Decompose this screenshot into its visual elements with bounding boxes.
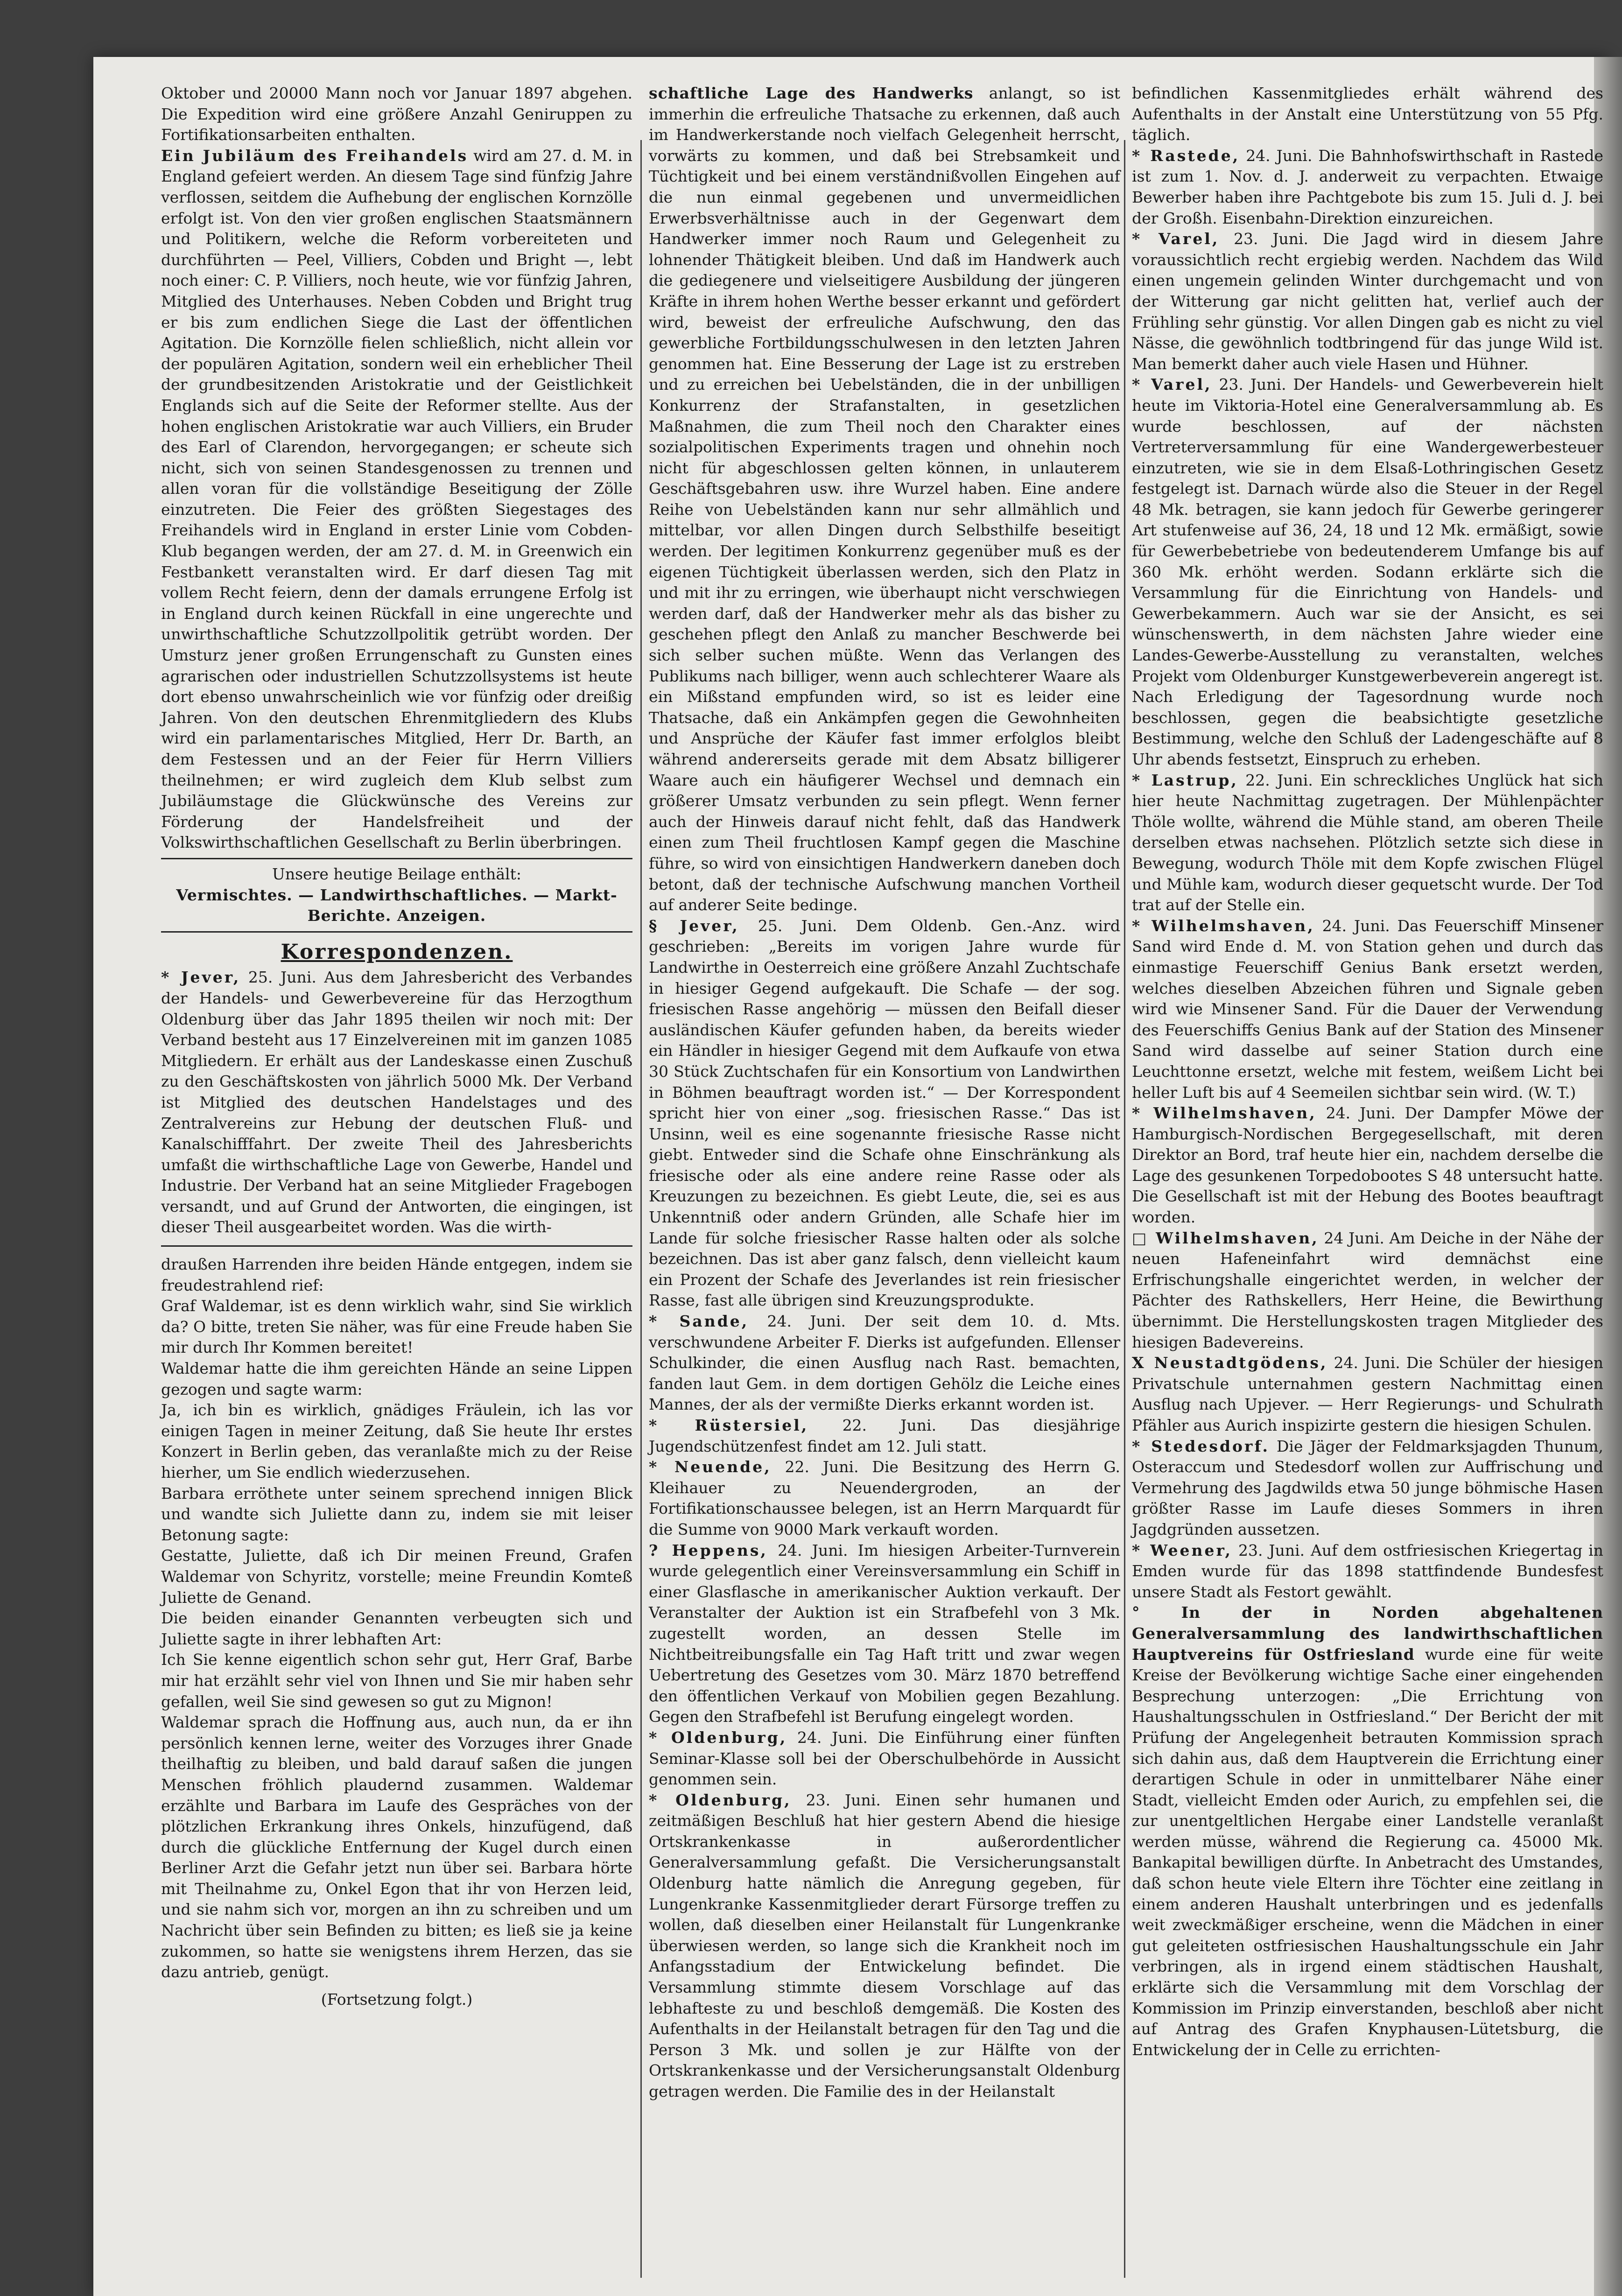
- dateline: * Weener,: [1132, 1541, 1233, 1559]
- paragraph: Oktober und 20000 Mann noch vor Januar 1897 abgehen. Die Expedition wird eine größere Anzahl Geniruppen zu Fortifikationsarbeiten enthalten.: [161, 84, 632, 144]
- continuation-note: (Fortsetzung folgt.): [321, 1990, 473, 2008]
- article: [1132, 374, 1603, 770]
- dateline: * Sande,: [649, 1312, 749, 1331]
- article: [649, 1540, 1120, 1727]
- article: [1132, 1540, 1603, 1603]
- article: [1132, 1436, 1603, 1540]
- article-text: 24. Juni. Die Einführung einer fünften Seminar-Klasse soll bei der Oberschulbehörde in Aussicht genommen sein.: [649, 1728, 1120, 1789]
- dateline: * Lastrup,: [1132, 771, 1238, 789]
- dateline: □ Wilhelmshaven,: [1132, 1229, 1319, 1247]
- article: [1132, 1103, 1603, 1228]
- novel-paragraph: Graf Waldemar, ist es denn wirklich wahr, sind Sie wirklich da? O bitte, treten Sie näher, was für eine Freude haben Sie mir durch Ihr Kommen bereitet!: [161, 1297, 632, 1357]
- article: [649, 1790, 1120, 2102]
- dateline: * Oldenburg,: [649, 1728, 787, 1747]
- novel-paragraph: draußen Harrenden ihre beiden Hände entgegen, indem sie freudestrahlend rief:: [161, 1255, 632, 1294]
- dateline: * Wilhelmshaven,: [1132, 916, 1315, 935]
- article-continued: befindlichen Kassenmitgliedes erhält während des Aufenthalts in der Anstalt eine Unterstützung von 55 Pfg. täglich.: [1132, 84, 1603, 144]
- article-text: wird am 27. d. M. in England gefeiert werden. An diesem Tage sind fünfzig Jahre verflossen, seitdem die Aufhebung der englischen Kornzölle erfolgt ist. Von den vier großen englischen Staatsmännern und Politikern, welche die Reform vorbereiteten und durchführten — Peel, Villiers, Cobden und Bright —, lebt noch einer: C. P. Villiers, noch heute, wie vor fünfzig Jahren, Mitglied des Unterhauses. Neben Cobden und Bright trug er bis zum endlichen Siege die Last der öffentlichen Agitation. Die Kornzölle fielen schließlich, nicht allein vor der populären Agitation, sondern weil ein erheblicher Theil der grundbesitzenden Aristokratie und der Geistlichkeit Englands sich auf die Seite der Reformer stellte. Aus der hohen englischen Aristokratie war auch Villiers, ein Bruder des Earl of Clarendon, hervorgegangen; er scheute sich nicht, sich von seinen Standesgenossen zu trennen und allen voran für die vollständige Beseitigung der Zölle einzutreten. Die Feier des größten Siegestages des Freihandels wird in England in erster Linie vom Cobden-Klub begangen werden, der am 27. d. M. in Greenwich ein Festbankett veranstalten wird. Er darf diesen Tag mit vollem Recht feiern, denn der damals errungene Erfolg ist in England durch keinen Rückfall in eine ungerechte und unwirthschaftliche Schutzzollpolitik getrübt worden. Der Umsturz jener großen Errungenschaft zu Gunsten eines agrarischen oder industriellen Schutzzollsystems ist heute dort ebenso unwahrscheinlich wie vor fünfzig oder dreißig Jahren. Von den deutschen Ehrenmitgliedern des Klubs wird ein parlamentarisches Mitglied, Herr Dr. Barth, an dem Festessen und an der Feier für Herrn Villiers theilnehmen; er wird zugleich dem Klub selbst zum Jubiläumstage die Glückwünsche des Vereins zur Förderung der Handelsfreiheit und der Volkswirthschaftlichen Gesellschaft zu Berlin überbringen.: [161, 146, 632, 852]
- novel-paragraph: Waldemar sprach die Hoffnung aus, auch nun, da er ihn persönlich kennen lerne, weiter des Vorzuges ihrer Gnade theilhaftig zu bleiben, und bald darauf saßen die jungen Menschen fröhlich plaudernd zusammen. Waldemar erzählte und Barbara im Laufe des Gespräches von der plötzlichen Erkrankung ihres Onkels, hinzufügend, daß durch die glückliche Entfernung der Kugel durch einen Berliner Arzt die Gefahr jetzt nun über sei. Barbara hörte mit Theilnahme zu, Onkel Egon that ihr von Herzen leid, und sie nahm sich vor, morgen an ihn zu schreiben und um Nachricht über sein Befinden zu bitten; es ließ sie ja keine zukommen, so hatte sie wenigstens ihrem Herzen, das sie dazu antrieb, genügt.: [161, 1713, 632, 1981]
- novel-paragraph: Barbara erröthete unter seinem sprechend innigen Blick und wandte sich Juliette dann zu, indem sie mit leiser Betonung sagte:: [161, 1484, 632, 1544]
- article: [1132, 770, 1603, 916]
- article-text: 22. Juni. Ein schreckliches Unglück hat sich hier heute Nachmittag zugetragen. Der Mühlenpächter Thöle wollte, während die Mühle stand, am oberen Theile derselben etwas nachsehen. Plötzlich setzte sich diese in Bewegung, wodurch Thöle mit dem Kopfe zwischen Flügel und Mühle kam, wodurch dieser gequetscht wurde. Der Tod trat auf der Stelle ein.: [1132, 771, 1603, 914]
- article: [649, 1727, 1120, 1790]
- dateline: * Rastede,: [1132, 146, 1240, 165]
- emphasis: schaftliche Lage des Handwerks: [649, 84, 974, 102]
- column-rule: [1124, 140, 1125, 2278]
- article-text: 24. Juni. Die Schüler der hiesigen Privatschule unternahmen gestern Nachmittag einen Ausflug nach Upjever. — Herr Regierungs- und Schulrath Pfähler aus Aurich inspizirte gestern die hiesigen Schulen.: [1132, 1354, 1603, 1434]
- article-text: 24. Juni. Der seit dem 10. d. Mts. verschwundene Arbeiter F. Dierks ist aufgefunden. Ellenser Schulkinder, die einen Ausflug nach Rast. bemachten, fanden laut Gem. in dem dortigen Gehölz die Leiche eines Mannes, der als der vermißte Dierks erkannt worden ist.: [649, 1312, 1121, 1414]
- article-text: 23. Juni. Der Handels- und Gewerbeverein hielt heute im Viktoria-Hotel eine Generalversammlung ab. Es wurde beschlossen, auf der nächsten Vertreterversammlung für eine Wandergewerbesteuer einzutreten, wie sie in dem Elsaß-Lothringischen Gesetz festgelegt ist. Darnach würde also die Steuer in der Regel 48 Mk. betragen, sie kann jedoch für Gewerbe geringerer Art stufenweise auf 36, 24, 18 und 12 Mk. ermäßigt, sowie für Gewerbebetriebe von bedeutenderem Umfange bis auf 360 Mk. erhöht werden. Sodann erklärte sich die Versammlung für die Einrichtung von Handels- und Gewerbekammern. Auch war sie der Ansicht, es sei wünschenswerth, in dem nächsten Jahre wieder eine Landes-Gewerbe-Ausstellung zu veranstalten, welches Projekt vom Oldenburger Kunstgewerbeverein angeregt ist. Nach Erledigung der Tagesordnung wurde noch beschlossen, gegen die beabsichtigte gesetzliche Bestimmung, welche den Schluß der Ladengeschäfte auf 8 Uhr abends festsetzt, Einspruch zu erheben.: [1132, 375, 1603, 768]
- article-text: 24. Juni. Der Dampfer Möwe der Hamburgisch-Nordischen Bergegesellschaft, mit deren Direktor an Bord, traf heute hier ein, nachdem derselbe die Lage des gesunkenen Torpedobootes S 48 untersucht hatte. Die Gesellschaft ist mit der Hebung des Bootes beauftragt worden.: [1132, 1104, 1603, 1227]
- article: [1132, 146, 1603, 229]
- column-rule: [640, 140, 642, 2278]
- novel-paragraph: Gestatte, Juliette, daß ich Dir meinen Freund, Grafen Waldemar von Schyritz, vorstelle; meine Freundin Komteß Juliette de Genand.: [161, 1546, 632, 1607]
- dateline: * Rüstersiel,: [649, 1416, 809, 1434]
- dateline: § Jever,: [649, 916, 739, 935]
- novel-paragraph: Ich Sie kenne eigentlich schon sehr gut, Herr Graf, Barbe mir hat erzählt sehr viel von Ihnen und Sie mir haben sehr gefallen, weil Sie sind gewesen so gut zu Mignon!: [161, 1650, 632, 1711]
- article: [649, 1415, 1120, 1457]
- article: [1132, 1602, 1603, 2060]
- article-text: 24 Juni. Am Deiche in der Nähe der neuen Hafeneinfahrt wird demnächst eine Erfrischungshalle eingerichtet werden, in welcher der Pächter des Rathskellers, Herr Heine, die Bewirthung übernimmt. Die Herstellungskosten tragen Mitglieder des hiesigen Badevereins.: [1132, 1229, 1603, 1351]
- article-text: 25. Juni. Aus dem Jahresbericht des Verbandes der Handels- und Gewerbevereine für das Herzogthum Oldenburg über das Jahr 1895 theilen wir noch mit: Der Verband besteht aus 17 Einzelvereinen mit im ganzen 1085 Mitgliedern. Er erhält aus der Landeskasse einen Zuschuß zu den Geschäftskosten von jährlich 5000 Mk. Der Verband ist Mitglied des deutschen Handelstages und des Zentralvereins zur Hebung der deutschen Fluß- und Kanalschifffahrt. Der zweite Theil des Jahresberichts umfaßt die wirthschaftliche Lage von Gewerbe, Handel und Industrie. Der Verband hat an seine Mitglieder Fragebogen versandt, und auf Grund der Antworten, die eingingen, ist dieser Theil ausgearbeitet worden. Was die wirth-: [161, 968, 632, 1236]
- dateline: ° In der in Norden abgehaltenen Generalversammlung des landwirthschaftlichen Hauptvereins für Ostfriesland: [1132, 1603, 1603, 1664]
- supplement-heading: Unsere heutige Beilage enthält:: [272, 864, 521, 883]
- section-heading: Korrespondenzen.: [281, 940, 513, 964]
- article-jever: [161, 967, 632, 1238]
- article-free-trade: [161, 146, 632, 853]
- novel-paragraph: Ja, ich bin es wirklich, gnädiges Fräulein, ich las vor einigen Tagen in meiner Zeitung, daß Sie heute Ihr erstes Konzert in Berlin geben, das veranlaßte mich zu der Reise hierher, um Sie endlich wiederzusehen.: [161, 1401, 632, 1482]
- article: [1132, 916, 1603, 1103]
- dateline: * Oldenburg,: [649, 1790, 792, 1809]
- dateline: * Stedesdorf.: [1132, 1437, 1270, 1455]
- article-text: 23. Juni. Auf dem ostfriesischen Kriegertag in Emden wurde für das 1898 stattfindende Bundesfest unsere Stadt als Festort gewählt.: [1132, 1541, 1603, 1601]
- article-text: 25. Juni. Dem Oldenb. Gen.-Anz. wird geschrieben: „Bereits im vorigen Jahre wurde für Landwirthe in Oesterreich eine größere Anzahl Zuchtschafe in hiesiger Gegend aufgekauft. Die Schafe — der sog. friesischen Rasse angehörig — müssen den Beifall dieser ausländischen Käufer gefunden haben, da bereits wieder ein Händler in hiesiger Gegend mit dem Aufkaufe von etwa 30 Stück Zuchtschafen für ein Konsortium von Landwirthen in Böhmen beauftragt worden ist.“ — Der Korrespondent spricht hier von einer „sog. friesischen Rasse.“ Das ist Unsinn, weil es eine sogenannte friesische Rasse nicht giebt. Entweder sind die Schafe ohne Einschränkung als friesische oder als eine andere reine Rasse oder als Kreuzungen zu bezeichnen. Es giebt Leute, die, sei es aus Unkenntniß oder andern Gründen, alle Schafe hier im Lande für solche friesischer Rasse halten oder als solche bezeichnen. Das ist aber ganz falsch, denn vielleicht kaum ein Prozent der Schafe des Jeverlandes ist rein friesischer Rasse, fast alle übrigen sind Kreuzungsprodukte.: [649, 916, 1120, 1310]
- dateline: * Neuende,: [649, 1458, 772, 1476]
- article: [649, 916, 1120, 1311]
- dateline: * Varel,: [1132, 375, 1212, 394]
- article-text: anlangt, so ist immerhin die erfreuliche Thatsache zu erkennen, daß auch im Handwerkerstande noch vielfach Gelegenheit herrscht, vorwärts zu kommen, und daß bei Strebsamkeit und Tüchtigkeit und bei einem verständnißvollen Eingehen auf die nun einmal gegebenen und unvermeidlichen Erwerbsverhältnisse auch in der Gegenwart dem Handwerker immer noch Raum und Gelegenheit zu lohnender Thätigkeit bleiben. Und daß im Handwerk auch die gediegenere und vielseitigere Ausbildung der jüngeren Kräfte in ihrem hohen Werthe besser erkannt und gefördert wird, beweist der erfreuliche Aufschwung, den das gewerbliche Fortbildungsschulwesen in den letzten Jahren genommen hat. Eine Besserung der Lage ist zu erstreben und zu erreichen bei Uebelständen, die in der unbilligen Konkurrenz der Strafanstalten, in gesetzlichen Maßnahmen, die zum Theil noch den Charakter eines sozialpolitischen Experiments tragen und ohnehin noch nicht für abgeschlossen gelten können, in unlauterem Geschäftsgebahren usw. ihre Wurzel haben. Eine andere Reihe von Uebelständen kann nur sehr allmählich und mittelbar, vor allen Dingen durch Selbsthilfe beseitigt werden. Der legitimen Konkurrenz gegenüber muß es der eigenen Tüchtigkeit überlassen werden, sich den Platz in und mit ihr zu erringen, wie überhaupt nicht verschwiegen werden darf, daß der Handwerker mehr als das bisher zu geschehen pflegt den Anlaß zu mancher Beschwerde bei sich selber suchen müßte. Wenn das Verlangen des Publikums nach billiger, wenn auch schlechterer Waare als ein Mißstand empfunden wird, so ist es leider eine Thatsache, daß ein Ankämpfen gegen die Gewohnheiten und Ansprüche der Käufer fast immer erfolglos bleibt während andererseits gerade mit dem Absatz billigerer Waare auch ein häufigerer Wechsel und demnach ein größerer Umsatz verbunden zu sein pflegt. Wenn ferner auch der Hinweis darauf nicht fehlt, daß das Handwerk einen zum Theil fruchtlosen Kampf gegen die Maschine führe, so wird von einsichtigen Handwerkern daneben doch betont, daß der technische Aufschwung manchen Vortheil auf anderer Seite bedinge.: [649, 84, 1120, 914]
- article: [1132, 1353, 1603, 1436]
- column-1: [161, 83, 632, 2010]
- divider: [161, 1245, 632, 1247]
- supplement-contents: Vermischtes. — Landwirthschaftliches. — Markt-Berichte. Anzeigen.: [176, 885, 618, 925]
- dateline: * Wilhelmshaven,: [1132, 1104, 1317, 1123]
- article-text: 22. Juni. Das diesjährige Jugendschützenfest findet am 12. Juli statt.: [649, 1416, 1120, 1455]
- supplement-box: [161, 858, 632, 933]
- dateline: ? Heppens,: [649, 1541, 768, 1559]
- article-text: Die Jäger der Feldmarksjagden Thunum, Osteraccum und Stedesdorf wollen zur Auffrischung und Vermehrung des Jagdwilds etwa 50 junge böhmische Hasen größter Rasse im Laufe dieses Sommers in ihren Jagdgründen aussetzen.: [1132, 1437, 1604, 1538]
- article: [1132, 1228, 1603, 1353]
- dateline: X Neustadtgödens,: [1132, 1354, 1328, 1372]
- column-3: [1132, 83, 1603, 2060]
- article: [649, 1311, 1120, 1415]
- article: [649, 1457, 1120, 1540]
- column-2: [649, 83, 1120, 2102]
- dateline: * Jever,: [161, 968, 241, 987]
- article: [1132, 229, 1603, 374]
- article-text: 23. Juni. Einen sehr humanen und zeitmäßigen Beschluß hat hier gestern Abend die hiesige Ortskrankenkasse in außerordentlicher Generalversammlung gefaßt. Die Versicherungsanstalt Oldenburg hatte nämlich die Anregung gegeben, für Lungenkranke Kassenmitglieder derart Fürsorge treffen zu wollen, daß dieselben einer Heilanstalt für Lungenkranke überwiesen werden, so lange sich die Krankheit noch im Anfangsstadium der Entwickelung befindet. Die Versammlung stimmte diesem Vorschlage auf das lebhafteste zu und beschloß demgemäß. Die Kosten des Aufenthalts in der Heilanstalt betragen für den Tag und die Person 3 Mk. und sollen je zur Hälfte von der Ortskrankenkasse und der Versicherungsanstalt Oldenburg getragen werden. Die Familie des in der Heilanstalt: [649, 1790, 1121, 2100]
- article-text: 24. Juni. Im hiesigen Arbeiter-Turnverein wurde gelegentlich einer Vereinsversammlung ein Schiff in einer Glasflasche in amerikanischer Auktion verkauft. Der Veranstalter der Auktion ist ein Strafbefehl von 3 Mk. zugestellt worden, an dessen Stelle im Nichtbeitreibungsfalle ein Tag Haft tritt und zwar wegen Uebertretung des Gesetzes vom 30. März 1870 betreffend den öffentlichen Verkauf von Mobilien gegen Bezahlung. Gegen den Strafbefehl ist Berufung eingelegt worden.: [649, 1541, 1120, 1726]
- novel-paragraph: Die beiden einander Genannten verbeugten sich und Juliette sagte in ihrer lebhaften Art:: [161, 1609, 632, 1648]
- dateline: * Varel,: [1132, 230, 1220, 248]
- article-text: 23. Juni. Die Jagd wird in diesem Jahre voraussichtlich recht ergiebig werden. Nachdem das Wild einen ungemein gelinden Winter durchgemacht und von der Witterung gar nicht gelitten hat, verlief auch der Frühling sehr günstig. Vor allen Dingen gab es nicht zu viel Nässe, die gewöhnlich todtbringend für das junge Wild ist. Man bemerkt daher auch viele Hasen und Hühner.: [1132, 230, 1603, 373]
- headline: Ein Jubiläum des Freihandels: [161, 146, 469, 165]
- article-text: 24. Juni. Die Bahnhofswirthschaft in Rastede ist zum 1. Nov. d. J. anderweit zu verpachten. Etwaige Bewerber haben ihre Pachtgebote bis zum 15. Juli d. J. bei der Großh. Eisenbahn-Direktion einzureichen.: [1132, 146, 1604, 227]
- article-text: wurde eine für weite Kreise der Bevölkerung wichtige Sache einer eingehenden Besprechung unterzogen: „Die Errichtung von Haushaltungsschulen in Ostfriesland.“ Der Bericht der mit Prüfung der Angelegenheit betrauten Kommission sprach sich dahin aus, daß dem Hauptverein die Errichtung einer derartigen Schule in oder in unmittelbarer Nähe einer Stadt, vielleicht Emden oder Aurich, zu empfehlen sei, die zur unentgeltlichen Hergabe einer Landstelle veranlaßt werden müsse, während die Regierung ca. 45000 Mk. Bankapital bewilligen dürfte. In Anbetracht des Umstandes, daß schon heute viele Eltern ihre Töchter eine zeitlang in einem anderen Haushalt unterbringen und es jedenfalls weit zweckmäßiger erscheine, wenn die Mädchen in einer gut geleiteten ostfriesischen Haushaltungsschule ein Jahr verbringen, als in irgend einem städtischen Haushalt, erklärte sich die Versammlung mit dem Vorschlag der Kommission im Prinzip einverstanden, beschloß aber nicht auf Antrag des Grafen Knyphausen-Lütetsburg, die Entwickelung der in Celle zu errichten-: [1132, 1645, 1603, 2059]
- novel-paragraph: Waldemar hatte die ihm gereichten Hände an seine Lippen gezogen und sagte warm:: [161, 1359, 632, 1398]
- article-continued: [649, 83, 1120, 916]
- article-text: 24. Juni. Das Feuerschiff Minsener Sand wird Ende d. M. von Station gehen und durch das einmastige Feuerschiff Genius Bank ersetzt werden, welches dieselben Abzeichen führen und Signale geben wird wie Minsener Sand. Für die Dauer der Verwendung des Feuerschiffs Genius Bank auf der Station des Minsener Sand wird dasselbe auf seiner Station durch eine Leuchttonne ersetzt, welche mit festem, weißem Licht bei heller Luft bis auf 4 Seemeilen sichtbar sein wird. (W. T.): [1132, 916, 1603, 1102]
- article-text: 22. Juni. Die Besitzung des Herrn G. Kleihauer zu Neuendergroden, an der Fortifikationschaussee belegen, ist an Herrn Marquardt für die Summe von 9000 Mark verkauft worden.: [649, 1458, 1120, 1538]
